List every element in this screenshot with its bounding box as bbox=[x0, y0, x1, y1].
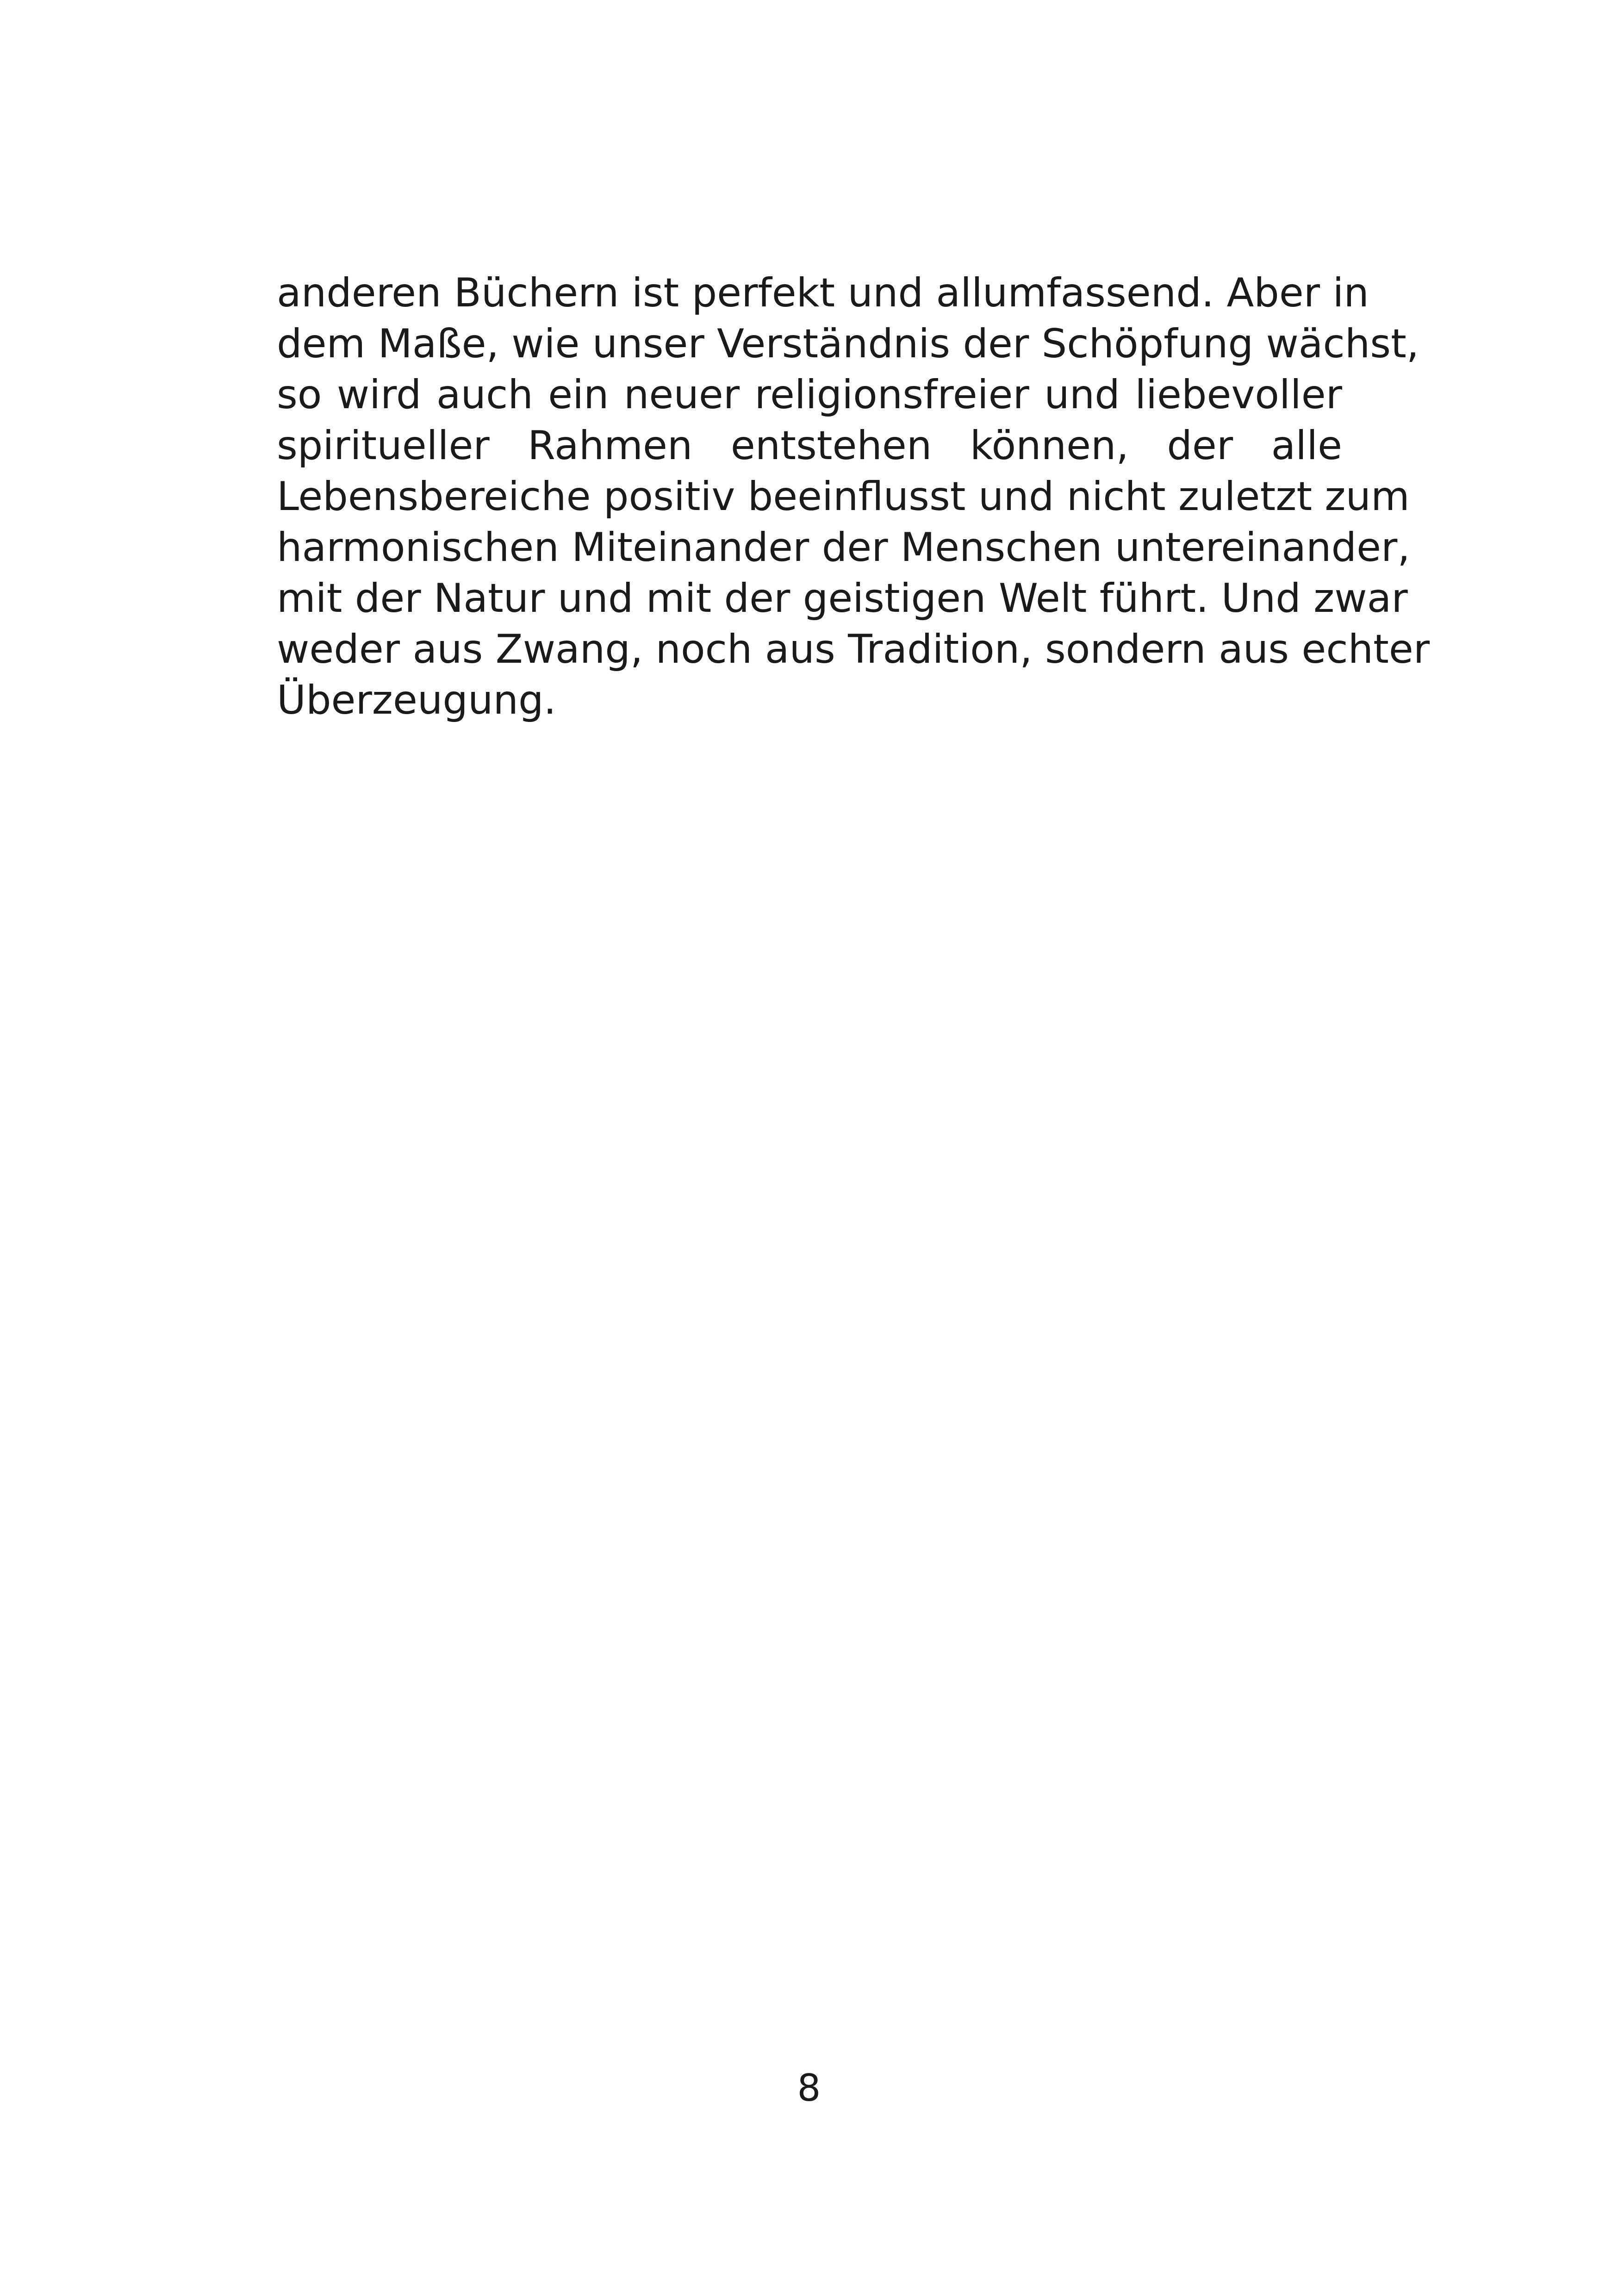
paragraph-line: Lebensbereiche positiv beeinflusst und nicht zuletzt zum bbox=[277, 473, 1410, 520]
paragraph-line: Überzeugung. bbox=[277, 677, 556, 723]
paragraph-line: harmonischen Miteinander der Menschen untereinander, bbox=[277, 524, 1410, 571]
paragraph-line: weder aus Zwang, noch aus Tradition, sondern aus echter bbox=[277, 626, 1430, 672]
paragraph-line: spiritueller Rahmen entstehen können, der alle bbox=[277, 423, 1342, 469]
paragraph-line: so wird auch ein neuer religionsfreier und liebevoller bbox=[277, 372, 1342, 418]
paragraph-line: anderen Büchern ist perfekt und allumfassend. Aber in bbox=[277, 270, 1369, 316]
paragraph-line: mit der Natur und mit der geistigen Welt führt. Und zwar bbox=[277, 575, 1408, 622]
body-paragraph bbox=[277, 268, 1430, 726]
page-number: 8 bbox=[797, 2066, 821, 2109]
paragraph-line: dem Maße, wie unser Verständnis der Schöpfung wächst, bbox=[277, 321, 1419, 367]
